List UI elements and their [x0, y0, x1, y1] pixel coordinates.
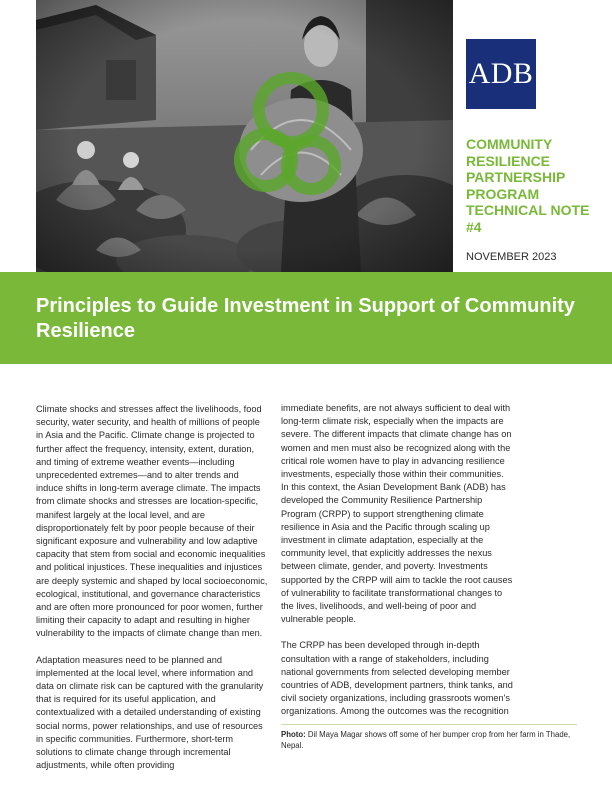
body-column-left — [36, 403, 268, 785]
body-paragraph: The CRPP has been developed through in-depth consultation with a range of stakeholders, including national governments from selected developing member countries of ADB, development partners, think tanks, and civil society organizations, including grassroots women's organizations. Among the outcomes was the recognition — [281, 640, 513, 717]
body-column-right — [281, 402, 513, 732]
caption-label: Photo: — [281, 730, 306, 739]
series-title: COMMUNITY RESILIENCE PARTNERSHIP PROGRAM TECHNICAL NOTE #4 — [466, 136, 590, 235]
title-banner — [0, 272, 612, 364]
cover-photo — [36, 0, 453, 272]
body-paragraph: Adaptation measures need to be planned and implemented at the local level, where information and data on climate risk can be captured with the granularity that is required for its useful application, and contextualized with a detailed understanding of existing social norms, power relationships, and use of resources in specific communities. Furthermore, short-term solutions to climate change through incremental adjustments, while often providing — [36, 654, 264, 771]
cover-photo-illustration — [36, 0, 453, 272]
caption-text: Dil Maya Magar shows off some of her bumper crop from her farm in Thade, Nepal. — [281, 730, 571, 750]
page-title: Principles to Guide Investment in Support of Community Resilience — [36, 295, 575, 342]
adb-logo — [466, 39, 536, 109]
publication-date: NOVEMBER 2023 — [466, 251, 557, 263]
body-paragraph: Climate shocks and stresses affect the livelihoods, food security, water security, and health of millions of people in Asia and the Pacific. Climate change is projected to further affect the frequency, intensity, extent, duration, and timing of extreme weather events—including unprecedented extremes—and to alter trends and induce shifts in long-term average climate. The impacts from climate shocks and stresses are location-specific, manifest largely at the local level, and are disproportionately felt by poor people because of their significant exposure and vulnerability and low adaptive capacity that stem from social and economic inequalities and political injustices. These inequalities and injustices are deeply systemic and shaped by local socioeconomic, ecological, institutional, and governance characteristics and are often more pronounced for poor women, further limiting their capacity to adapt and resulting in higher vulnerability to the impacts of climate change than men. — [36, 404, 268, 639]
body-paragraph: immediate benefits, are not always sufficient to deal with long-term climate risk, especially when the impacts are severe. The different impacts that climate change has on women and men must also be recognized along with the critical role women have to play in advancing resilience investments, especially those within their communities. In this context, the Asian Development Bank (ADB) has developed the Community Resilience Partnership Program (CRPP) to support strengthening climate resilience in Asia and the Pacific through scaling up investment in climate adaptation, especially at the community level, that explicitly addresses the nexus between climate, gender, and poverty. Investments supported by the CRPP will aim to tackle the root causes of vulnerability to facilitate transformational changes to the lives, livelihoods, and well-being of poor and vulnerable people. — [281, 403, 513, 625]
adb-logo-text: ADB — [468, 57, 534, 90]
photo-caption — [281, 724, 577, 751]
